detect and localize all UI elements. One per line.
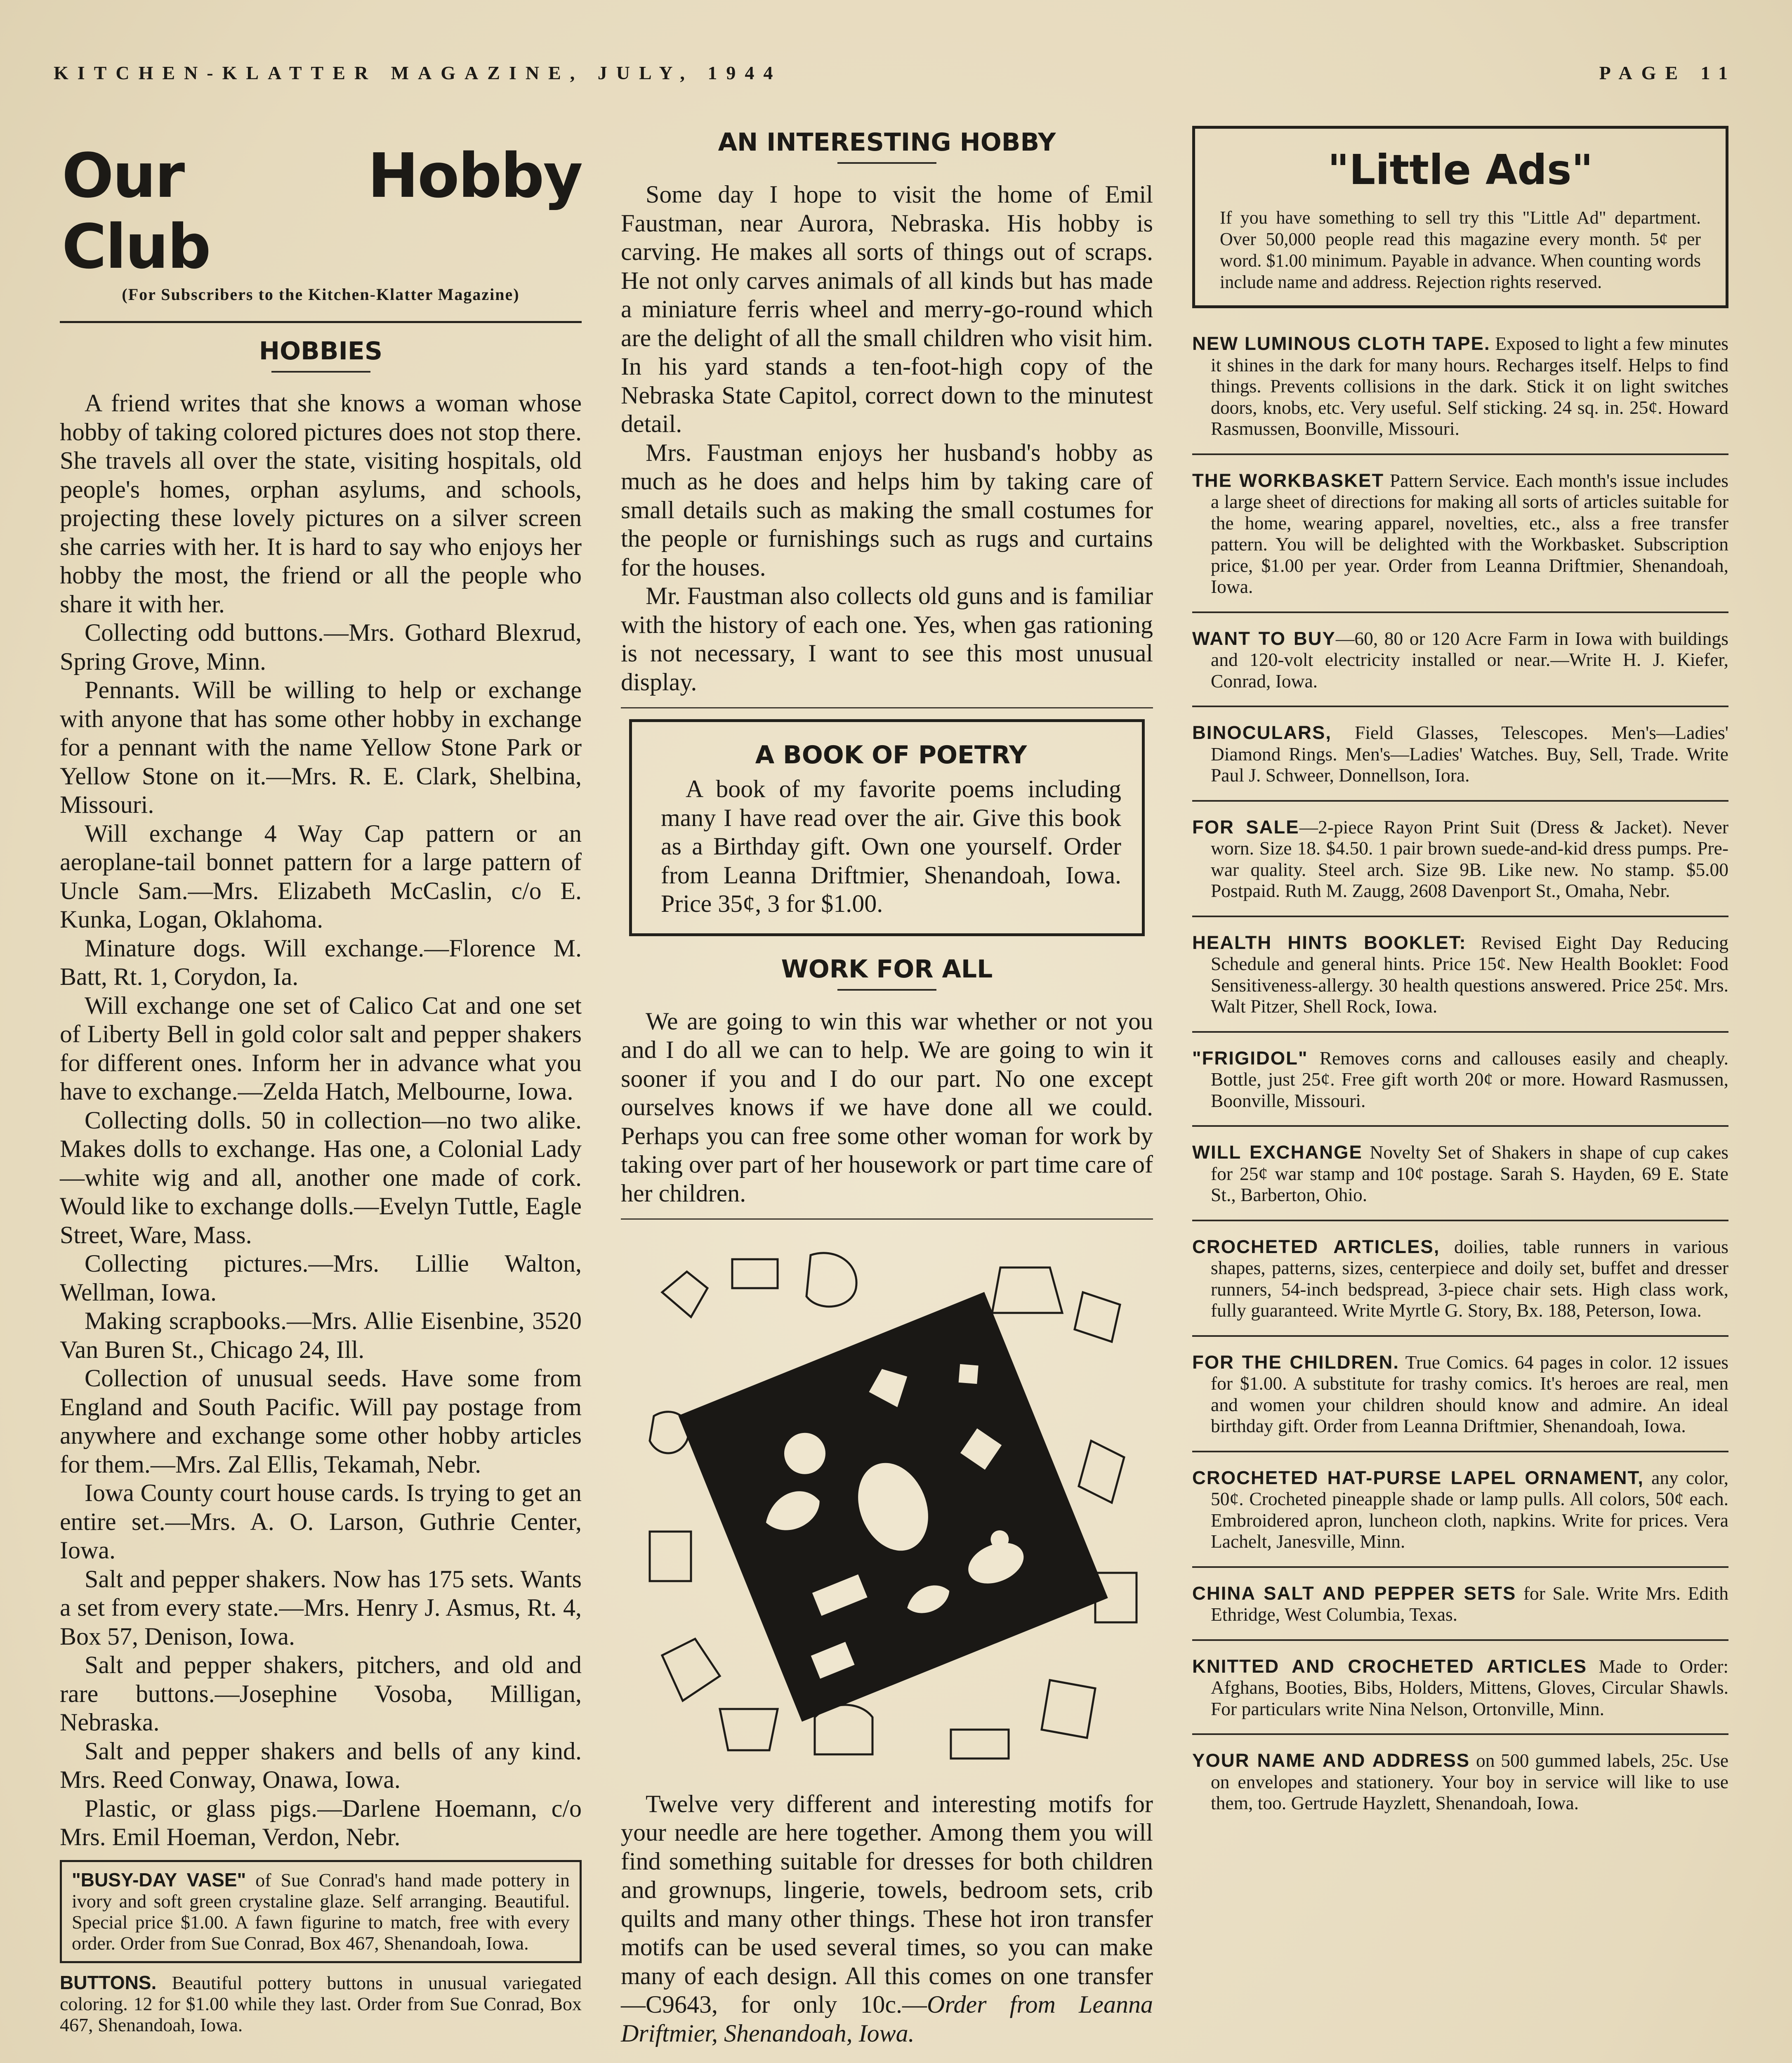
ad-body: —60, 80 or 120 Acre Farm in Iowa with buildings and 120-volt electricity installed or near.—Write H. J. Kiefer, Conrad, Iowa.: [1211, 628, 1728, 692]
divider: [1192, 1220, 1728, 1221]
hobby-paragraph: A friend writes that she knows a woman whose hobby of taking colored pictures does not stop there. She travels all over the state, visiting hospitals, old people's homes, orphan asylums, and schools, projecting these lovely pictures on a silver screen she carries with her. It is hard to say who enjoys her hobby the most, the friend or all the people who share it with her.: [60, 389, 582, 618]
transfer-order: Order from Leanna Driftmier, Shenandoah, Iowa.: [621, 1991, 1153, 2047]
divider: [621, 707, 1153, 708]
ad-body: Pattern Service. Each month's issue includes a large sheet of directions for making all sorts of articles suitable for the home, wearing apparel, novelties, etc., alss a free transfer pattern. You will be delighted with the Workbasket. Subscription price, $1.00 per year. Order from Leanna Driftmier, Shenandoah, Iowa.: [1211, 470, 1728, 597]
hobby-club-subtitle: (For Subscribers to the Kitchen-Klatter Magazine): [122, 285, 520, 304]
ad-head: YOUR NAME AND ADDRESS: [1192, 1750, 1470, 1771]
hobby-paragraph: Iowa County court house cards. Is trying to get an entire set.—Mrs. A. O. Larson, Guthrie Center, Iowa.: [60, 1479, 582, 1564]
hobby-paragraph: Collecting odd buttons.—Mrs. Gothard Blexrud, Spring Grove, Minn.: [60, 619, 582, 675]
ad-head: BINOCULARS,: [1192, 722, 1332, 743]
ad-head: KNITTED AND CROCHETED ARTICLES: [1192, 1655, 1587, 1677]
ad-body: Removes corns and callouses easily and cheaply. Bottle, just 25¢. Free gift worth 20¢ or more. Howard Rasmussen, Boonville, Missouri.: [1211, 1047, 1728, 1111]
little-ads-intro: If you have something to sell try this "Little Ad" department. Over 50,000 people read this magazine every month. 5¢ per word. $1.00 minimum. Payable in advance. When counting words include name and address. Rejection rights reserved.: [1220, 208, 1701, 292]
article-paragraph: Some day I hope to visit the home of Emil Faustman, near Aurora, Nebraska. His hobby is carving. He makes all sorts of things out of scraps. He not only carves animals of all kinds but has made a miniature ferris wheel and merry-go-round which are the delight of all the small children who visit him. In his yard stands a ten-foot-high copy of the Nebraska State Capitol, correct down to the minutest detail.: [621, 181, 1153, 437]
ad-head: CROCHETED ARTICLES,: [1192, 1236, 1440, 1257]
transfer-body: Twelve very different and interesting motifs for your needle are here together. Among them you will find something suitable for dresses for both children and grownups, lingerie, towels, bedroom sets, crib quilts and many other things. These hot iron transfer motifs can be used several times, so you can make many of each design. All this comes on one transfer—C9643, for only 10c.—: [621, 1790, 1153, 2018]
hobby-paragraph: Plastic, or glass pigs.—Darlene Hoemann, c/o Mrs. Emil Hoeman, Verdon, Nebr.: [60, 1794, 582, 1851]
classified-ad: [1192, 628, 1728, 692]
work-for-all-heading: WORK FOR ALL: [781, 954, 993, 984]
ad-head: CROCHETED HAT-PURSE LAPEL ORNAMENT,: [1192, 1467, 1644, 1488]
ad-body: —2-piece Rayon Print Suit (Dress & Jacket). Never worn. Size 18. $4.50. 1 pair brown suede-and-kid dress pumps. Pre-war quality. Steel arch. Size 9B. Like new. No stamp. $5.00 Postpaid. Ruth M. Zaugg, 2608 Davenport St., Omaha, Nebr.: [1211, 816, 1728, 901]
classified-ad: [1192, 333, 1728, 439]
ad-head: WANT TO BUY: [1192, 628, 1336, 649]
transfer-description: [621, 1790, 1153, 2048]
divider: [1192, 453, 1728, 455]
ad-body: Made to Order: Afghans, Booties, Bibs, Holders, Mittens, Gloves, Circular Shawls. For particulars write Nina Nelson, Ortonville, Minn.: [1211, 1655, 1728, 1719]
classified-ad: [1192, 932, 1728, 1017]
hobby-paragraph: Minature dogs. Will exchange.—Florence M. Batt, Rt. 1, Corydon, Ia.: [60, 934, 582, 990]
classified-ad: [1192, 1656, 1728, 1720]
hobby-paragraph: Collecting dolls. 50 in collection—no two alike. Makes dolls to exchange. Has one, a Colonial Lady—white wig and all, another one made of cork. Would like to exchange dolls.—Evelyn Tuttle, Eagle Street, Ware, Mass.: [60, 1106, 582, 1249]
column-center: [621, 122, 1153, 2048]
ad-head: CHINA SALT AND PEPPER SETS: [1192, 1582, 1516, 1604]
heading-underline: [837, 989, 936, 991]
ad-body: for Sale. Write Mrs. Edith Ethridge, West Columbia, Texas.: [1211, 1582, 1728, 1625]
ad-body: of Sue Conrad's hand made pottery in ivory and soft green crystaline glaze. Self arranging. Beautiful. Special price $1.00. A fawn figurine to match, free with every order. Order from Sue Conrad, Box 467, Shenandoah, Iowa.: [72, 1869, 570, 1954]
article-paragraph: Mrs. Faustman enjoys her husband's hobby as much as he does and helps him by taking care of small details such as making the small costumes for the people or furnishings such as rugs and curtains for the houses.: [621, 439, 1153, 581]
divider: [1192, 800, 1728, 802]
hobby-paragraph: Pennants. Will be willing to help or exchange with anyone that has some other hobby in exchange for a pennant with the name Yellow Stone Park or Yellow Stone on it.—Mrs. R. E. Clark, Shelbina, Missouri.: [60, 676, 582, 818]
hobby-paragraph: Making scrapbooks.—Mrs. Allie Eisenbine, 3520 Van Buren St., Chicago 24, Ill.: [60, 1307, 582, 1363]
divider: [1192, 1335, 1728, 1337]
page-number: PAGE 11: [1599, 62, 1737, 83]
divider: [1192, 1125, 1728, 1127]
divider: [60, 321, 582, 323]
work-for-all-body: We are going to win this war whether or not you and I do all we can to help. We are going to win it sooner if you and I do our part. No one except ourselves knows if we have done all we could. Perhaps you can free some other woman for work by taking over part of her housework or part time care of her children.: [621, 1007, 1153, 1207]
hobby-paragraph: Salt and pepper shakers and bells of any kind. Mrs. Reed Conway, Onawa, Iowa.: [60, 1737, 582, 1793]
divider: [1192, 611, 1728, 613]
classified-ad: [1192, 817, 1728, 902]
classified-ad: [1192, 470, 1728, 597]
poetry-heading: A BOOK OF POETRY: [755, 741, 1027, 769]
ad-body: doilies, table runners in various shapes, patterns, sizes, centerpiece and doily set, buffet and dresser runners, 54-inch bedspread, 3-piece chair sets. High class work, fully guaranteed. Write Myrtle G. Story, Bx. 188, Peterson, Iowa.: [1211, 1236, 1728, 1321]
buttons-ad: [60, 1972, 582, 2035]
heading-underline: [837, 162, 936, 164]
classified-ad: [1192, 1352, 1728, 1437]
poetry-body: A book of my favorite poems including many I have read over the air. Give this book as a Birthday gift. Own one yourself. Order from Leanna Driftmier, Shenandoah, Iowa. Price 35¢, 3 for $1.00.: [661, 775, 1121, 917]
ad-body: Beautiful pottery buttons in unusual variegated coloring. 12 for $1.00 while they last. Order from Sue Conrad, Box 467, Shenandoah, Iowa.: [60, 1972, 582, 2035]
divider: [1192, 1451, 1728, 1452]
embroidery-transfer-motifs-illustration: [637, 1243, 1149, 1767]
hobby-paragraph: Collecting pictures.—Mrs. Lillie Walton, Wellman, Iowa.: [60, 1250, 582, 1306]
article-paragraph: Mr. Faustman also collects old guns and is familiar with the history of each one. Yes, when gas rationing is not necessary, I want to see this most unusual display.: [621, 582, 1153, 696]
busy-day-vase-ad: [60, 1860, 582, 1963]
ad-body: any color, 50¢. Crocheted pineapple shade or lamp pulls. All colors, 50¢ each. Embroidered apron, luncheon cloth, napkins. Write for prices. Vera Lachelt, Janesville, Minn.: [1211, 1467, 1729, 1552]
ad-head: THE WORKBASKET: [1192, 470, 1384, 491]
ad-body: Field Glasses, Telescopes. Men's—Ladies' Diamond Rings. Men's—Ladies' Watches. Buy, Sell, Trade. Write Paul J. Schweer, Donnellson, Iora.: [1211, 722, 1728, 786]
divider: [1192, 1639, 1728, 1641]
poetry-book-box: [629, 719, 1145, 936]
hobby-paragraph: Will exchange one set of Calico Cat and one set of Liberty Bell in gold color salt and pepper shakers for different ones. Inform her in advance what you have to exchange.—Zelda Hatch, Melbourne, Iowa.: [60, 991, 582, 1105]
ad-body: on 500 gummed labels, 25c. Use on envelopes and stationery. Your boy in service will like to use them, too. Gertrude Hayzlett, Shenandoah, Iowa.: [1211, 1750, 1729, 1813]
column-little-ads: [1192, 126, 1728, 1814]
ad-head: FOR SALE: [1192, 816, 1299, 838]
ad-body: True Comics. 64 pages in color. 12 issues for $1.00. A substitute for trashy comics. It's heroes are real, men and women your children should know and admire. An ideal birthday gift. Order from Leanna Driftmier, Shenandoah, Iowa.: [1211, 1351, 1728, 1436]
running-head-title: KITCHEN-KLATTER MAGAZINE, JULY, 1944: [54, 62, 782, 83]
ad-head: "BUSY-DAY VASE": [72, 1869, 246, 1891]
little-ads-title: "Little Ads": [1327, 146, 1593, 194]
hobby-paragraph: Will exchange 4 Way Cap pattern or an aeroplane-tail bonnet pattern for a large pattern of Uncle Sam.—Mrs. Elizabeth McCaslin, c/o E. Kunka, Logan, Oklahoma.: [60, 819, 582, 933]
divider: [1192, 1031, 1728, 1033]
hobby-paragraph: Salt and pepper shakers, pitchers, and old and rare buttons.—Josephine Vosoba, Milligan, Nebraska.: [60, 1651, 582, 1736]
ad-head: WILL EXCHANGE: [1192, 1142, 1363, 1163]
ad-head: HEALTH HINTS BOOKLET:: [1192, 932, 1467, 953]
classified-ad: [1192, 1750, 1728, 1814]
hobbies-heading: HOBBIES: [259, 337, 383, 366]
running-head: [54, 62, 1737, 99]
heading-underline: [271, 371, 370, 373]
divider: [1192, 706, 1728, 707]
divider: [621, 1218, 1153, 1220]
ad-body: Revised Eight Day Reducing Schedule and general hints. Price 15¢. New Health Booklet: Food Sensitiveness-allergy. 30 health questions answered. Price 25¢. Mrs. Walt Pitzer, Shell Rock, Iowa.: [1211, 932, 1728, 1017]
classified-ad: [1192, 1583, 1728, 1625]
classified-ad: [1192, 1048, 1728, 1112]
interesting-hobby-heading: AN INTERESTING HOBBY: [718, 128, 1056, 157]
hobby-club-title: Our Hobby Club: [62, 140, 582, 282]
divider: [1192, 1566, 1728, 1568]
ad-body: Novelty Set of Shakers in shape of cup cakes for 25¢ war stamp and 10¢ postage. Sarah S. Hayden, 69 E. State St., Barberton, Ohio.: [1211, 1142, 1729, 1205]
classified-ad: [1192, 1142, 1728, 1206]
divider: [1192, 916, 1728, 917]
classified-ad: [1192, 1467, 1728, 1552]
ad-body: Exposed to light a few minutes it shines in the dark for many hours. Recharges itself. Helps to find things. Prevents collisions in the dark. Stick it on light switches doors, knobs, etc. Very useful. Self sticking. 24 sq. in. 25¢. Howard Rasmussen, Boonville, Missouri.: [1211, 333, 1728, 439]
ad-head: NEW LUMINOUS CLOTH TAPE.: [1192, 333, 1490, 354]
hobby-paragraph: Collection of unusual seeds. Have some from England and South Pacific. Will pay postage from anywhere and exchange some other hobby articles for them.—Mrs. Zal Ellis, Tekamah, Nebr.: [60, 1364, 582, 1478]
little-ads-box: [1192, 126, 1728, 308]
ad-head: FOR THE CHILDREN.: [1192, 1351, 1400, 1373]
divider: [1192, 1733, 1728, 1735]
ad-head: "FRIGIDOL": [1192, 1047, 1308, 1069]
classified-ad: [1192, 1236, 1728, 1321]
classified-ad: [1192, 722, 1728, 786]
column-hobby-club: [60, 124, 582, 2035]
hobby-paragraph: Salt and pepper shakers. Now has 175 sets. Wants a set from every state.—Mrs. Henry J. Asmus, Rt. 4, Box 57, Denison, Iowa.: [60, 1565, 582, 1650]
ad-head: BUTTONS.: [60, 1971, 157, 1993]
